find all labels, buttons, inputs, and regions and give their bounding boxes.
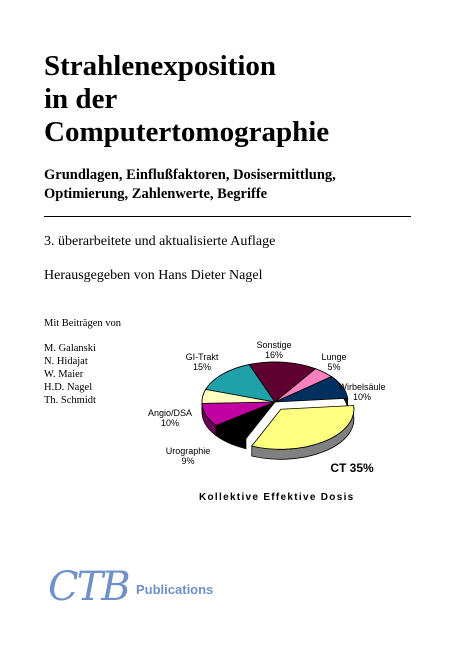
contributors-label: Mit Beiträgen von [44,318,121,329]
contributors-list [44,342,96,407]
svg-text:CTB: CTB [48,564,129,608]
slice-label-ct: CT 35% [330,461,374,475]
editor-text: Herausgegeben von Hans Dieter Nagel [44,268,263,283]
chart-caption: Kollektive Effektive Dosis [199,492,355,503]
slice-label: Sonstige [256,340,292,350]
title-line-3: Computertomographie [44,116,330,148]
contributor-item: N. Hidajat [44,356,88,367]
title-line-1: Strahlenexposition [44,50,277,82]
ctb-publications-logo [46,562,246,608]
slice-label: Angio/DSA [147,408,193,418]
contributor-item: M. Galanski [44,343,96,354]
slice-value: 10% [352,392,372,402]
edition-text: 3. überarbeitete und aktualisierte Auflage [44,234,276,249]
contributor-item: W. Maier [44,369,84,380]
book-title [44,50,329,149]
slice-value: 10% [160,418,180,428]
slice-value: 16% [264,350,284,360]
slice-label: Urographie [165,446,211,456]
slice-label: GI-Trakt [185,352,219,362]
pie-chart [140,330,400,510]
slice-label: Lunge [321,352,347,362]
svg-text:Publications: Publications [136,582,214,597]
contributor-item: H.D. Nagel [44,382,93,393]
title-line-2: in der [44,83,118,115]
slice-label: Wirbelsäule [338,382,386,392]
divider [44,216,411,217]
book-subtitle [44,166,336,204]
slice-value: 9% [181,456,195,466]
contributor-item: Th. Schmidt [44,395,96,406]
slice-value: 5% [327,362,341,372]
subtitle-line-2: Optimierung, Zahlenwerte, Begriffe [44,186,268,202]
subtitle-line-1: Grundlagen, Einflußfaktoren, Dosisermittlung, [44,167,336,183]
slice-value: 15% [192,362,212,372]
